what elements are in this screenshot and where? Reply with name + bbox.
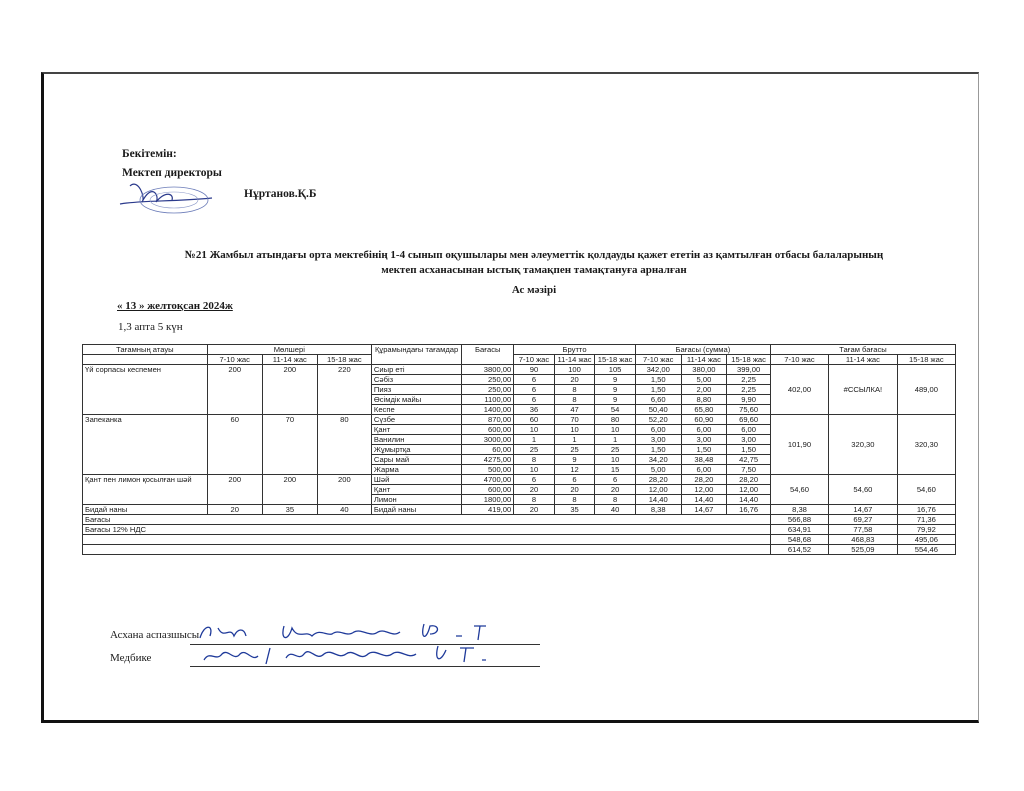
title-line-1: №21 Жамбыл атындағы орта мектебінің 1-4 сынып оқушылары мен әлеуметтік қолдауды қажет ететін аз қамтылған отбасы балаларының <box>184 249 884 261</box>
ingredient-gross: 1 <box>595 435 636 445</box>
header-age: 15-18 жас <box>897 355 955 365</box>
ingredient-sum: 8,80 <box>681 395 727 405</box>
ingredient-sum: 50,40 <box>635 405 681 415</box>
table-body <box>83 365 956 515</box>
ingredient-gross: 25 <box>554 445 595 455</box>
ingredient-gross: 8 <box>595 495 636 505</box>
ingredient-gross: 9 <box>554 455 595 465</box>
totals-value: 554,46 <box>897 545 955 555</box>
ingredient-price: 250,00 <box>462 385 514 395</box>
ingredient-sum: 3,00 <box>635 435 681 445</box>
ingredient-gross: 6 <box>554 475 595 485</box>
ingredient-name: Жарма <box>371 465 461 475</box>
ingredient-gross: 10 <box>514 465 555 475</box>
dish-price: 402,00 <box>770 365 828 415</box>
totals-value: 525,09 <box>829 545 898 555</box>
ingredient-name: Бидай наны <box>371 505 461 515</box>
dish-price: 320,30 <box>897 415 955 475</box>
ingredient-sum: 65,80 <box>681 405 727 415</box>
director-name: Нұртанов.Қ.Б <box>244 188 317 200</box>
menu-title: Ас мәзірі <box>511 284 557 296</box>
dish-price: 54,60 <box>829 475 898 505</box>
ingredient-gross: 1 <box>514 435 555 445</box>
ingredient-gross: 20 <box>514 485 555 495</box>
header-age: 11-14 жас <box>681 355 727 365</box>
ingredient-name: Кеспе <box>371 405 461 415</box>
header-age: 7-10 жас <box>770 355 828 365</box>
totals-label <box>83 545 771 555</box>
ingredient-gross: 8 <box>554 395 595 405</box>
ingredient-sum: 1,50 <box>727 445 771 455</box>
ingredient-sum: 42,75 <box>727 455 771 465</box>
ingredient-gross: 8 <box>514 455 555 465</box>
ingredient-price: 250,00 <box>462 375 514 385</box>
ingredient-sum: 7,50 <box>727 465 771 475</box>
ingredient-gross: 70 <box>554 415 595 425</box>
ingredient-gross: 100 <box>554 365 595 375</box>
ingredient-gross: 25 <box>514 445 555 455</box>
ingredient-sum: 14,67 <box>681 505 727 515</box>
totals-value: 77,58 <box>829 525 898 535</box>
ingredient-sum: 6,60 <box>635 395 681 405</box>
ingredient-gross: 12 <box>554 465 595 475</box>
ingredient-name: Лимон <box>371 495 461 505</box>
title-line-2: мектеп асханасынан ыстық тамақпен тамақтануға арналған <box>381 264 687 276</box>
header-age: 15-18 жас <box>727 355 771 365</box>
ingredient-gross: 15 <box>595 465 636 475</box>
ingredient-name: Жұмыртқа <box>371 445 461 455</box>
ingredient-gross: 10 <box>514 425 555 435</box>
ingredient-gross: 6 <box>514 395 555 405</box>
director-signature <box>112 172 242 222</box>
ingredient-sum: 342,00 <box>635 365 681 375</box>
week-day: 1,3 апта 5 күн <box>118 321 183 333</box>
ingredient-gross: 8 <box>514 495 555 505</box>
ingredient-sum: 2,25 <box>727 385 771 395</box>
totals-value: 71,36 <box>897 515 955 525</box>
ingredient-sum: 60,90 <box>681 415 727 425</box>
ingredient-sum: 12,00 <box>681 485 727 495</box>
dish-name: Бидай наны <box>83 505 208 515</box>
dish-price: 54,60 <box>770 475 828 505</box>
ingredient-sum: 6,00 <box>727 425 771 435</box>
totals-row <box>83 515 956 525</box>
dish-quantity: 40 <box>317 505 371 515</box>
totals-value: 468,83 <box>829 535 898 545</box>
header-age: 7-10 жас <box>514 355 555 365</box>
ingredient-sum: 5,00 <box>635 465 681 475</box>
dish-quantity: 200 <box>207 365 262 415</box>
ingredient-sum: 14,40 <box>635 495 681 505</box>
header-price: Бағасы <box>462 345 514 365</box>
ingredient-sum: 75,60 <box>727 405 771 415</box>
ingredient-price: 3000,00 <box>462 435 514 445</box>
totals-row <box>83 525 956 535</box>
ingredient-sum: 38,48 <box>681 455 727 465</box>
ingredient-gross: 6 <box>595 475 636 485</box>
ingredient-price: 870,00 <box>462 415 514 425</box>
ingredient-price: 600,00 <box>462 485 514 495</box>
totals-row <box>83 545 956 555</box>
ingredient-sum: 14,40 <box>681 495 727 505</box>
ingredient-sum: 69,60 <box>727 415 771 425</box>
ingredient-gross: 9 <box>595 375 636 385</box>
dish-name: Запеканка <box>83 415 208 475</box>
header-age: 15-18 жас <box>595 355 636 365</box>
ingredient-gross: 9 <box>595 395 636 405</box>
totals-value: 79,92 <box>897 525 955 535</box>
ingredient-price: 4700,00 <box>462 475 514 485</box>
ingredient-sum: 9,90 <box>727 395 771 405</box>
ingredient-sum: 28,20 <box>727 475 771 485</box>
ingredient-gross: 10 <box>595 455 636 465</box>
ingredient-sum: 380,00 <box>681 365 727 375</box>
header-dish-price: Тағам бағасы <box>770 345 955 355</box>
dish-name: Үй сорпасы кеспемен <box>83 365 208 415</box>
ingredient-sum: 12,00 <box>727 485 771 495</box>
table-row <box>83 365 956 375</box>
ingredient-price: 60,00 <box>462 445 514 455</box>
table-header <box>83 345 956 365</box>
dish-quantity: 200 <box>317 475 371 505</box>
header-age: 15-18 жас <box>317 355 371 365</box>
ingredient-gross: 9 <box>595 385 636 395</box>
ingredient-gross: 20 <box>554 375 595 385</box>
header-age: 11-14 жас <box>829 355 898 365</box>
totals-label: Бағасы <box>83 515 771 525</box>
ingredient-sum: 16,76 <box>727 505 771 515</box>
totals-value: 495,06 <box>897 535 955 545</box>
ingredient-price: 419,00 <box>462 505 514 515</box>
totals-label: Бағасы 12% НДС <box>83 525 771 535</box>
ingredient-gross: 47 <box>554 405 595 415</box>
document-page <box>41 72 979 723</box>
ingredient-name: Шәй <box>371 475 461 485</box>
ingredient-name: Ванилин <box>371 435 461 445</box>
dish-quantity: 60 <box>207 415 262 475</box>
ingredient-sum: 6,00 <box>635 425 681 435</box>
dish-price: 489,00 <box>897 365 955 415</box>
dish-quantity: 220 <box>317 365 371 415</box>
ingredient-name: Қант <box>371 485 461 495</box>
dish-quantity: 20 <box>207 505 262 515</box>
ingredient-name: Қант <box>371 425 461 435</box>
ingredient-gross: 10 <box>554 425 595 435</box>
header-age: 7-10 жас <box>207 355 262 365</box>
ingredient-gross: 6 <box>514 385 555 395</box>
ingredient-gross: 40 <box>595 505 636 515</box>
table-row <box>83 415 956 425</box>
totals-value: 548,68 <box>770 535 828 545</box>
ingredient-sum: 14,40 <box>727 495 771 505</box>
ingredient-name: Пияз <box>371 385 461 395</box>
ingredient-gross: 60 <box>514 415 555 425</box>
ingredient-gross: 8 <box>554 495 595 505</box>
dish-price: 54,60 <box>897 475 955 505</box>
dish-price: 8,38 <box>770 505 828 515</box>
dish-price: #ССЫЛКА! <box>829 365 898 415</box>
dish-price: 320,30 <box>829 415 898 475</box>
ingredient-price: 3800,00 <box>462 365 514 375</box>
totals-body <box>83 515 956 555</box>
table-row <box>83 505 956 515</box>
menu-table <box>82 344 956 555</box>
ingredient-gross: 80 <box>595 415 636 425</box>
ingredient-sum: 2,25 <box>727 375 771 385</box>
dish-name: Қант пен лимон қосылған шәй <box>83 475 208 505</box>
totals-value: 614,52 <box>770 545 828 555</box>
header-age: 7-10 жас <box>635 355 681 365</box>
director-position: Мектеп директоры <box>122 167 222 179</box>
ingredient-gross: 10 <box>595 425 636 435</box>
ingredient-gross: 20 <box>554 485 595 495</box>
cook-label: Асхана аспазшысы <box>110 629 200 641</box>
header-age: 11-14 жас <box>262 355 317 365</box>
header-ingredients: Құрамындағы тағамдар <box>371 345 461 365</box>
dish-price: 16,76 <box>897 505 955 515</box>
header-gross: Брутто <box>514 345 636 355</box>
dish-quantity: 80 <box>317 415 371 475</box>
approved-label: Бекітемін: <box>122 148 177 160</box>
table-row <box>83 475 956 485</box>
ingredient-sum: 1,50 <box>635 385 681 395</box>
ingredient-gross: 105 <box>595 365 636 375</box>
ingredient-sum: 8,38 <box>635 505 681 515</box>
ingredient-gross: 25 <box>595 445 636 455</box>
ingredient-sum: 399,00 <box>727 365 771 375</box>
ingredient-gross: 6 <box>514 375 555 385</box>
ingredient-sum: 6,00 <box>681 465 727 475</box>
ingredient-sum: 3,00 <box>727 435 771 445</box>
ingredient-name: Сиыр еті <box>371 365 461 375</box>
dish-price: 14,67 <box>829 505 898 515</box>
ingredient-sum: 34,20 <box>635 455 681 465</box>
ingredient-sum: 12,00 <box>635 485 681 495</box>
ingredient-sum: 1,50 <box>635 445 681 455</box>
ingredient-name: Өсімдік майы <box>371 395 461 405</box>
dish-price: 101,90 <box>770 415 828 475</box>
header-sum: Бағасы (сумма) <box>635 345 770 355</box>
totals-value: 634,91 <box>770 525 828 535</box>
ingredient-gross: 90 <box>514 365 555 375</box>
nurse-label: Медбике <box>110 652 152 664</box>
ingredient-sum: 52,20 <box>635 415 681 425</box>
ingredient-sum: 3,00 <box>681 435 727 445</box>
ingredient-sum: 1,50 <box>681 445 727 455</box>
dish-quantity: 70 <box>262 415 317 475</box>
totals-value: 566,88 <box>770 515 828 525</box>
ingredient-price: 1400,00 <box>462 405 514 415</box>
dish-quantity: 200 <box>262 365 317 415</box>
ingredient-name: Сары май <box>371 455 461 465</box>
ingredient-gross: 6 <box>514 475 555 485</box>
ingredient-price: 1100,00 <box>462 395 514 405</box>
ingredient-sum: 1,50 <box>635 375 681 385</box>
ingredient-name: Сәбіз <box>371 375 461 385</box>
header-quantity: Мөлшері <box>207 345 371 355</box>
ingredient-gross: 36 <box>514 405 555 415</box>
ingredient-gross: 20 <box>595 485 636 495</box>
ingredient-sum: 28,20 <box>635 475 681 485</box>
ingredient-sum: 2,00 <box>681 385 727 395</box>
dish-quantity: 35 <box>262 505 317 515</box>
ingredient-sum: 5,00 <box>681 375 727 385</box>
menu-date: « 13 » желтоқсан 2024ж <box>117 300 233 312</box>
header-dish-empty <box>83 355 208 365</box>
ingredient-price: 600,00 <box>462 425 514 435</box>
totals-row <box>83 535 956 545</box>
header-age: 11-14 жас <box>554 355 595 365</box>
ingredient-price: 500,00 <box>462 465 514 475</box>
ingredient-name: Сүзбе <box>371 415 461 425</box>
ingredient-sum: 6,00 <box>681 425 727 435</box>
ingredient-sum: 28,20 <box>681 475 727 485</box>
nurse-signature <box>194 642 544 668</box>
ingredient-gross: 8 <box>554 385 595 395</box>
ingredient-price: 1800,00 <box>462 495 514 505</box>
ingredient-gross: 35 <box>554 505 595 515</box>
dish-quantity: 200 <box>262 475 317 505</box>
header-dish: Тағамның атауы <box>83 345 208 355</box>
ingredient-gross: 54 <box>595 405 636 415</box>
ingredient-gross: 1 <box>554 435 595 445</box>
ingredient-gross: 20 <box>514 505 555 515</box>
totals-value: 69,27 <box>829 515 898 525</box>
dish-quantity: 200 <box>207 475 262 505</box>
ingredient-price: 4275,00 <box>462 455 514 465</box>
totals-label <box>83 535 771 545</box>
